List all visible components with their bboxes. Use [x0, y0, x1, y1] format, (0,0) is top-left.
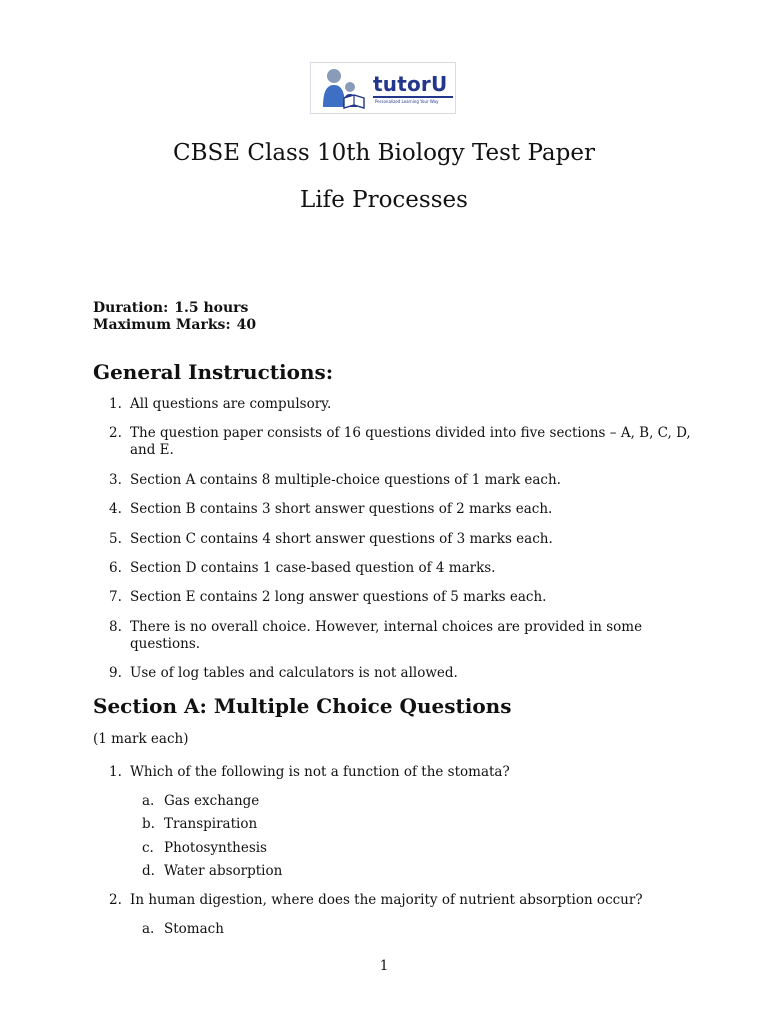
option-letter: a.: [142, 793, 155, 809]
paper-subtitle: Life Processes: [300, 187, 468, 213]
option-item: [142, 863, 282, 886]
option-letter: b.: [142, 816, 155, 833]
section-a-heading: Section A: Multiple Choice Questions: [93, 694, 512, 718]
instruction-number: 7.: [109, 589, 122, 606]
duration-line: [93, 300, 248, 316]
logo-tagline: Personalized Learning Your Way: [375, 99, 439, 104]
question-number: 1.: [109, 764, 122, 780]
option-text: Photosynthesis: [164, 839, 267, 856]
instruction-item: [93, 472, 693, 489]
option-item: [142, 793, 282, 816]
max-marks-line: [93, 317, 256, 333]
question-1: [93, 764, 693, 781]
max-marks-value: 40: [236, 317, 257, 333]
instruction-item: [93, 589, 693, 606]
option-text: Gas exchange: [164, 793, 260, 809]
tutor-student-icon: [317, 67, 369, 111]
instruction-item: [93, 665, 693, 682]
instruction-number: 2.: [109, 425, 122, 442]
option-letter: c.: [142, 839, 154, 856]
instruction-item: [93, 425, 693, 459]
general-instructions-heading: General Instructions:: [93, 360, 334, 384]
instructions-list: [93, 396, 693, 695]
option-text: Transpiration: [164, 816, 258, 833]
question-1-options: [142, 793, 282, 886]
page-number: 1: [379, 958, 389, 974]
option-item: [142, 816, 282, 839]
option-item: [142, 840, 282, 863]
question-text: Which of the following is not a function of the stomata?: [130, 764, 510, 780]
option-letter: d.: [142, 862, 155, 879]
instruction-item: [93, 396, 693, 413]
question-2: [93, 892, 693, 909]
duration-label: Duration:: [93, 300, 169, 316]
question-text: In human digestion, where does the majority of nutrient absorption occur?: [130, 892, 643, 908]
option-item: [142, 921, 224, 944]
instruction-number: 4.: [109, 501, 122, 518]
instruction-text: Section E contains 2 long answer questions of 5 marks each.: [130, 589, 547, 606]
instruction-text: The question paper consists of 16 questions divided into five sections – A, B, C, D, and E.: [130, 425, 691, 459]
duration-value: 1.5 hours: [174, 300, 249, 316]
instruction-text: There is no overall choice. However, internal choices are provided in some questions.: [130, 618, 643, 652]
instruction-item: [93, 560, 693, 577]
question-2-options: [142, 921, 224, 944]
instruction-text: Section D contains 1 case-based question of 4 marks.: [130, 559, 496, 576]
logo-underline: [373, 96, 453, 98]
instruction-item: [93, 531, 693, 548]
instruction-text: All questions are compulsory.: [130, 396, 332, 412]
instruction-number: 5.: [109, 530, 122, 547]
tutoru-logo: [310, 62, 456, 114]
option-letter: a.: [142, 921, 155, 937]
instruction-text: Section C contains 4 short answer questions of 3 marks each.: [130, 530, 553, 547]
instruction-number: 9.: [109, 665, 122, 682]
instruction-text: Section B contains 3 short answer questions of 2 marks each.: [130, 501, 553, 518]
instruction-number: 3.: [109, 471, 122, 488]
question-number: 2.: [109, 892, 122, 908]
instruction-item: [93, 501, 693, 518]
instruction-text: Section A contains 8 multiple-choice questions of 1 mark each.: [130, 471, 561, 488]
instruction-number: 8.: [109, 618, 122, 635]
section-a-marks-note: (1 mark each): [93, 731, 189, 747]
instruction-text: Use of log tables and calculators is not allowed.: [130, 665, 458, 682]
instruction-number: 6.: [109, 559, 122, 576]
paper-title: CBSE Class 10th Biology Test Paper: [173, 140, 595, 166]
max-marks-label: Maximum Marks:: [93, 317, 231, 333]
option-text: Water absorption: [164, 862, 283, 879]
logo-wordmark: tutorU: [373, 72, 448, 96]
instruction-number: 1.: [109, 396, 122, 412]
instruction-item: [93, 619, 693, 653]
option-text: Stomach: [164, 921, 224, 937]
